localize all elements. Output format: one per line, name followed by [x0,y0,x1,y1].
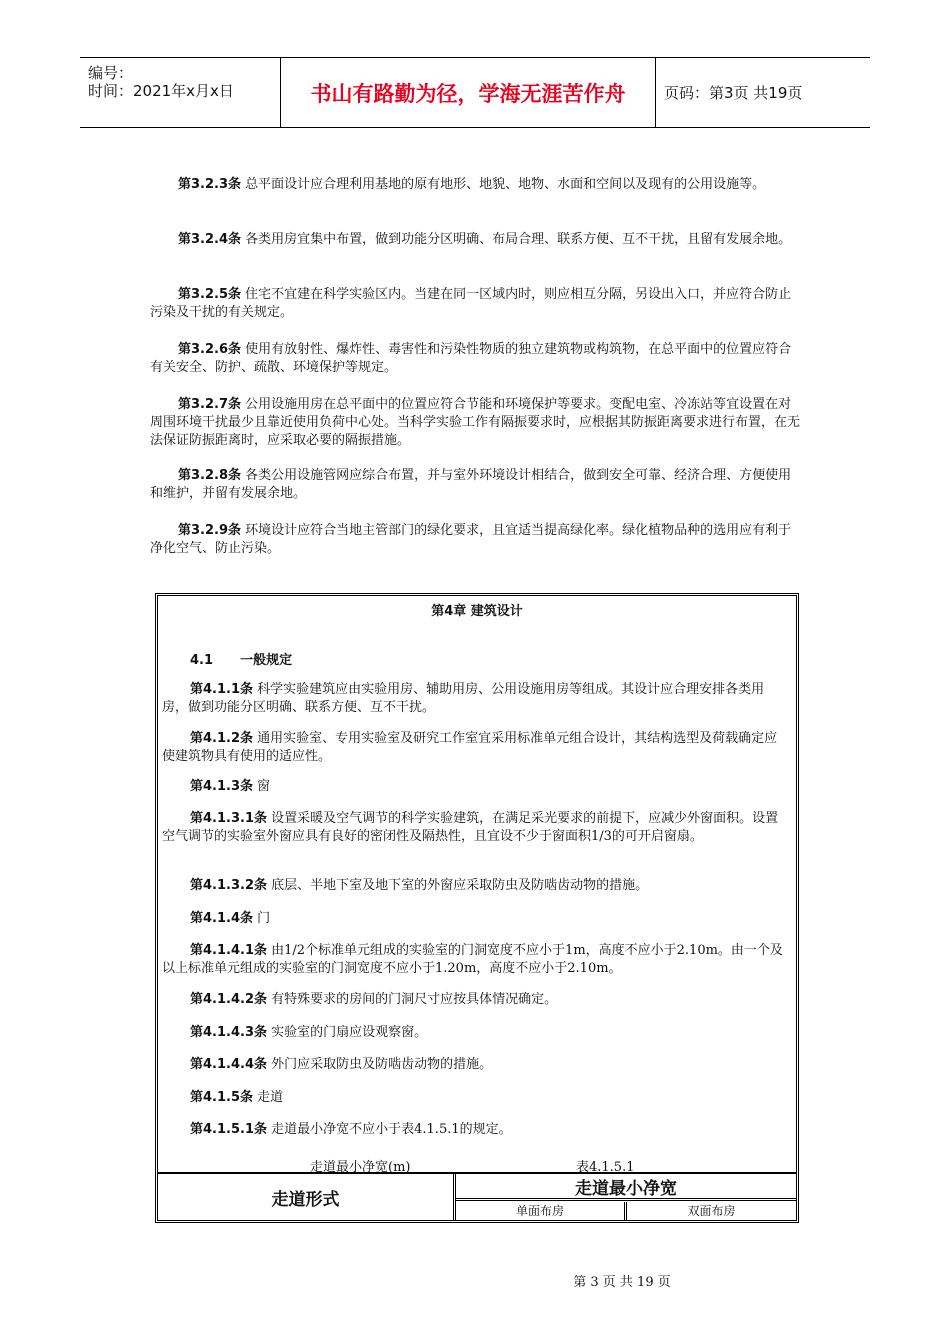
article-text: 各类公用设施管网应综合布置，并与室外环境设计相结合，做到安全可靠、经济合理、方便使用和维护，并留有发展余地。 [150,468,792,501]
item-text: 走道最小净宽不应小于表4.1.5.1的规定。 [267,1122,512,1137]
item-4-1-3-1 [162,810,788,846]
item-text: 通用实验室、专用实验室及研究工作室宜采用标准单元组合设计，其结构选型及荷载确定应使建筑物具有使用的适应性。 [162,731,778,764]
header-motto: 书山有路勤为径，学海无涯苦作舟 [281,58,656,127]
item-label: 第4.1.5条 [190,1090,254,1105]
article-label: 第3.2.4条 [178,232,242,247]
table-header-corridor-type: 走道形式 [158,1174,456,1220]
item-4-1-4 [162,910,788,928]
item-label: 第4.1.4.3条 [190,1025,267,1040]
item-label: 第4.1.3.2条 [190,878,267,893]
item-4-1-4-1 [162,942,788,978]
article-label: 第3.2.8条 [178,468,242,483]
item-4-1-1 [162,681,788,717]
article-text: 总平面设计应合理利用基地的原有地形、地貌、地物、水面和空间以及现有的公用设施等。 [241,177,766,192]
item-label: 第4.1.4.2条 [190,992,267,1007]
page-footer: 第 3 页 共 19 页 [573,1275,671,1290]
item-label: 第4.1.1条 [190,682,254,697]
article-text: 住宅不宜建在科学实验区内。当建在同一区域内时，则应相互分隔，另设出入口，并应符合防止污染及干扰的有关规定。 [150,287,792,320]
header-page-code: 页码：第3页 共19页 [664,84,803,102]
article-label: 第3.2.5条 [178,287,242,302]
chapter-title: 第4章 建筑设计 [431,604,523,619]
article-3-2-3 [150,176,800,194]
article-3-2-4 [150,231,800,249]
item-label: 第4.1.2条 [190,731,254,746]
item-text: 门 [253,911,271,926]
item-4-1-4-4 [162,1056,788,1074]
item-text: 底层、半地下室及地下室的外窗应采取防虫及防啮齿动物的措施。 [267,878,649,893]
article-3-2-7 [150,396,800,450]
item-label: 第4.1.3.1条 [190,811,267,826]
table-number: 表4.1.5.1 [576,1160,635,1175]
article-text: 公用设施用房在总平面中的位置应符合节能和环境保护等要求。变配电室、冷冻站等宜设置在对周围环境干扰最少且靠近使用负荷中心处。当科学实验工作有隔振要求时，应根据其防振距离要求进行布置，在无法保证防振距离时，应采取必要的隔振措施。 [150,397,801,448]
article-3-2-9 [150,522,800,558]
item-4-1-4-3 [162,1024,788,1042]
article-label: 第3.2.7条 [178,397,242,412]
item-text: 科学实验建筑应由实验用房、辅助用房、公用设施用房等组成。其设计应合理安排各类用房，做到功能分区明确、联系方便、互不干扰。 [162,682,765,715]
table-subheader-double-side: 双面布房 [687,1204,736,1218]
item-text: 外门应采取防虫及防啮齿动物的措施。 [267,1057,493,1072]
item-text: 走道 [253,1090,284,1105]
item-text: 由1/2个标准单元组成的实验室的门洞宽度不应小于1m，高度不应小于2.10m。由一个及以上标准单元组成的实验室的门洞宽度不应小于1.20m，高度不应小于2.10m。 [162,943,783,976]
table-caption: 走道最小净宽(m) [310,1160,411,1175]
article-3-2-5 [150,286,800,322]
article-3-2-6 [150,341,800,377]
item-text: 窗 [253,779,271,794]
article-label: 第3.2.9条 [178,523,242,538]
article-label: 第3.2.6条 [178,342,242,357]
article-text: 使用有放射性、爆炸性、毒害性和污染性物质的独立建筑物或构筑物，在总平面中的位置应符合有关安全、防护、疏散、环境保护等规定。 [150,342,792,375]
section-title: 4.1 一般规定 [190,653,293,668]
item-text: 实验室的门扇应设观察窗。 [267,1025,428,1040]
item-label: 第4.1.3条 [190,779,254,794]
time-label: 时间：2021年x月x日 [88,82,234,100]
article-label: 第3.2.3条 [178,177,242,192]
item-4-1-2 [162,730,788,766]
item-label: 第4.1.5.1条 [190,1122,267,1137]
page-header [80,57,870,128]
item-4-1-5-1 [162,1121,788,1139]
table-subheader-single-side: 单面布房 [456,1202,627,1220]
article-3-2-8 [150,467,800,503]
chapter-4-box [155,593,799,1223]
item-4-1-3 [162,778,788,796]
item-4-1-4-2 [162,991,788,1009]
item-label: 第4.1.4.1条 [190,943,267,958]
article-text: 各类用房宜集中布置，做到功能分区明确、布局合理、联系方便、互不干扰，且留有发展余地。 [241,232,792,247]
header-meta [80,58,281,127]
corridor-width-table [158,1172,796,1222]
item-text: 有特殊要求的房间的门洞尺寸应按具体情况确定。 [267,992,558,1007]
item-4-1-5 [162,1089,788,1107]
item-4-1-3-2 [162,877,788,895]
number-label: 编号： [88,64,134,82]
item-label: 第4.1.4条 [190,911,254,926]
article-text: 环境设计应符合当地主管部门的绿化要求，且宜适当提高绿化率。绿化植物品种的选用应有利于净化空气、防止污染。 [150,523,792,556]
table-header-min-width: 走道最小净宽 [456,1174,796,1201]
item-label: 第4.1.4.4条 [190,1057,267,1072]
item-text: 设置采暖及空气调节的科学实验建筑，在满足采光要求的前提下，应减少外窗面积。设置空气调节的实验室外窗应具有良好的密闭性及隔热性，且宜设不少于窗面积1/3的可开启窗扇。 [162,811,779,844]
